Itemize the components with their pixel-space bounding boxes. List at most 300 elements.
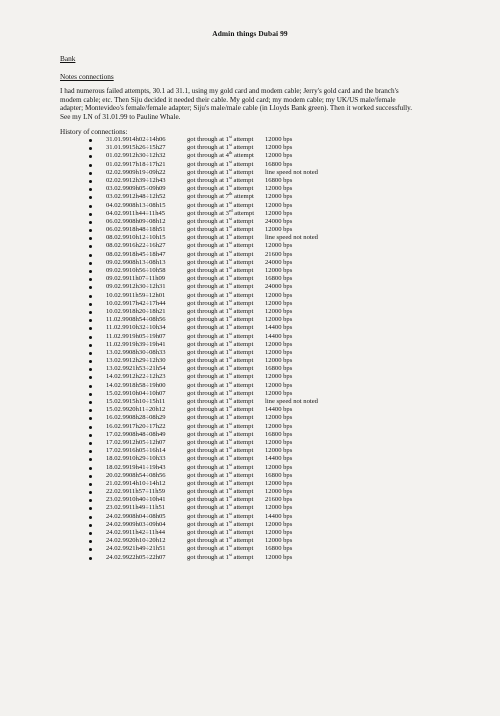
bullet-icon xyxy=(89,213,92,216)
connection-date: 09.02.99 xyxy=(106,275,130,283)
connection-speed: 12000 bps xyxy=(265,291,293,299)
bullet-icon xyxy=(89,164,92,167)
connection-date: 16.02.99 xyxy=(106,422,130,430)
connection-result: got through at 1st attempt xyxy=(187,379,254,389)
connection-speed: 12000 bps xyxy=(265,504,293,512)
connection-time: 08h09÷08h12 xyxy=(129,217,166,225)
bullet-icon xyxy=(89,376,92,379)
connection-date: 08.02.99 xyxy=(106,250,130,258)
connection-time: 08h04÷08h05 xyxy=(129,512,166,520)
ordinal-suffix: st xyxy=(228,379,232,385)
ordinal-suffix: st xyxy=(228,182,232,188)
connection-time: 20h11÷20h12 xyxy=(129,406,166,414)
bullet-icon xyxy=(89,139,92,142)
paragraph-line: See my LN of 31.01.99 to Pauline Whale. xyxy=(60,112,181,121)
ordinal-suffix: st xyxy=(228,494,232,500)
ordinal-suffix: st xyxy=(228,551,232,557)
bullet-icon xyxy=(89,426,92,429)
connection-speed: 12000 bps xyxy=(265,201,293,209)
bullet-icon xyxy=(89,188,92,191)
bullet-icon xyxy=(89,180,92,183)
section-bank-heading: Bank xyxy=(60,54,76,63)
connection-date: 11.02.99 xyxy=(106,332,129,340)
connection-date: 24.02.99 xyxy=(106,512,130,520)
bullet-icon xyxy=(89,278,92,281)
connection-date: 08.02.99 xyxy=(106,242,130,250)
connection-speed: line speed not noted xyxy=(265,168,318,176)
connection-date: 10.02.99 xyxy=(106,291,130,299)
connection-speed: 24000 bps xyxy=(265,217,293,225)
connection-time: 14h02÷14h06 xyxy=(129,136,166,143)
ordinal-suffix: st xyxy=(228,485,232,491)
connection-date: 02.02.99 xyxy=(106,176,130,184)
ordinal-suffix: st xyxy=(228,543,232,549)
ordinal-suffix: st xyxy=(228,297,232,303)
connection-speed: 12000 bps xyxy=(265,447,293,455)
connection-result: got through at 1st attempt xyxy=(187,232,254,242)
paragraph-line: modem cable; etc. Then Siju decided it needed their cable. My gold card; my modem cable; my UK/US male/female xyxy=(60,95,396,104)
ordinal-suffix: th xyxy=(228,191,233,197)
connection-speed: 12000 bps xyxy=(265,340,293,348)
connection-date: 13.02.99 xyxy=(106,365,130,373)
connection-speed: 24000 bps xyxy=(265,258,293,266)
connection-date: 11.02.99 xyxy=(106,340,129,348)
bullet-icon xyxy=(89,221,92,224)
connection-date: 13.02.99 xyxy=(106,357,130,365)
connection-time: 08h54÷08h56 xyxy=(129,471,166,479)
bullet-icon xyxy=(89,499,92,502)
history-label: History of connections: xyxy=(60,128,128,136)
bullet-icon xyxy=(89,507,92,510)
connection-date: 11.02.99 xyxy=(106,324,129,332)
connection-date: 14.02.99 xyxy=(106,373,130,381)
ordinal-suffix: st xyxy=(228,387,232,393)
connection-speed: 12000 bps xyxy=(265,529,293,536)
paragraph-line: adapter; Montevideo's female/female adapter; Siju's male/male cable (in Lloyds Bank green). Then it worked successfully. xyxy=(60,104,413,113)
ordinal-suffix: st xyxy=(228,404,232,409)
connection-result: got through at 1st attempt xyxy=(187,166,254,176)
connection-result: got through at 1st attempt xyxy=(187,354,254,365)
connection-result: got through at 1st attempt xyxy=(187,420,254,430)
connection-time: 09h05÷09h09 xyxy=(129,185,166,193)
connection-speed: 12000 bps xyxy=(265,226,293,234)
connection-speed: 12000 bps xyxy=(265,463,293,471)
connection-result: got through at 4th attempt xyxy=(187,150,254,160)
connection-speed: 12000 bps xyxy=(265,389,293,397)
bullet-icon xyxy=(89,344,92,347)
connection-date: 17.02.99 xyxy=(106,438,130,446)
ordinal-suffix: st xyxy=(228,526,232,532)
connection-result: got through at 1st attempt xyxy=(187,273,254,283)
bullet-icon xyxy=(89,237,92,240)
connection-result: got through at 1st attempt xyxy=(187,535,254,545)
connection-result: got through at 1st attempt xyxy=(187,453,254,463)
connection-result: got through at 1st attempt xyxy=(187,215,254,225)
connection-time: 18h58÷19h00 xyxy=(129,381,166,389)
connection-time: 17h20÷17h22 xyxy=(129,422,166,430)
bullet-icon xyxy=(89,295,92,298)
bullet-icon xyxy=(89,286,92,289)
connection-date: 17.02.99 xyxy=(106,430,130,438)
connection-time: 17h18÷17h21 xyxy=(129,160,166,168)
ordinal-suffix: st xyxy=(228,412,232,418)
connection-date: 09.02.99 xyxy=(106,283,130,291)
connection-speed: 21600 bps xyxy=(265,250,293,258)
bullet-icon xyxy=(89,532,92,535)
connection-result: got through at 1st attempt xyxy=(187,313,254,324)
connection-result: got through at 1st attempt xyxy=(187,543,254,553)
connection-time: 18h20÷18h21 xyxy=(129,307,166,315)
connection-time: 22h05÷22h07 xyxy=(129,553,166,561)
connection-date: 18.02.99 xyxy=(106,463,130,471)
connection-result: got through at 1st attempt xyxy=(187,281,254,291)
bullet-icon xyxy=(89,385,92,388)
connection-time: 12h48÷12h52 xyxy=(129,193,166,201)
ordinal-suffix: st xyxy=(228,395,232,401)
connection-result: got through at 7th attempt xyxy=(187,191,254,201)
connection-speed: 12000 bps xyxy=(265,373,293,381)
connection-date: 03.02.99 xyxy=(106,185,130,193)
bullet-icon xyxy=(89,254,92,257)
connection-time: 08h13÷08h13 xyxy=(129,258,166,266)
connection-date: 08.02.99 xyxy=(106,234,130,242)
connection-speed: 16800 bps xyxy=(265,430,293,438)
ordinal-suffix: st xyxy=(228,174,232,180)
bullet-icon xyxy=(89,417,92,420)
connection-time: 14h10÷14h12 xyxy=(129,479,166,487)
ordinal-suffix: st xyxy=(228,273,232,278)
connection-result: got through at 1st attempt xyxy=(187,502,254,512)
bullet-icon xyxy=(89,548,92,551)
connection-result: got through at 1st attempt xyxy=(187,264,254,274)
connection-date: 23.02.99 xyxy=(106,504,130,512)
ordinal-suffix: st xyxy=(228,166,232,172)
connection-result: got through at 1st attempt xyxy=(187,395,254,405)
ordinal-suffix: st xyxy=(228,305,232,311)
ordinal-suffix: st xyxy=(228,322,232,328)
section-notes-heading: Notes connections xyxy=(60,72,114,81)
ordinal-suffix: st xyxy=(228,444,232,450)
bullet-icon xyxy=(89,262,92,265)
connection-time: 12h29÷12h30 xyxy=(129,357,166,365)
ordinal-suffix: st xyxy=(228,535,232,540)
bullet-icon xyxy=(89,401,92,404)
connection-time: 11h57÷11h59 xyxy=(129,488,166,496)
connection-speed: line speed not noted xyxy=(265,234,318,242)
bullet-icon xyxy=(89,303,92,306)
ordinal-suffix: st xyxy=(228,289,232,295)
connection-speed: 16800 bps xyxy=(265,545,293,553)
connection-time: 21h49÷21h51 xyxy=(129,545,166,553)
connection-speed: 16800 bps xyxy=(265,471,293,479)
connection-date: 24.02.99 xyxy=(106,520,130,528)
bullet-icon xyxy=(89,336,92,339)
connection-speed: 12000 bps xyxy=(265,553,293,561)
connection-time: 20h10÷20h12 xyxy=(129,537,166,545)
connection-time: 12h39÷12h43 xyxy=(129,176,166,184)
connection-date: 31.01.99 xyxy=(106,136,130,143)
connection-result: got through at 1st attempt xyxy=(187,428,254,438)
bullet-icon xyxy=(89,360,92,363)
page-title: Admin things Dubai 99 xyxy=(212,29,288,38)
bullet-icon xyxy=(89,458,92,461)
ordinal-suffix: st xyxy=(228,248,232,254)
ordinal-suffix: st xyxy=(228,371,232,377)
connection-result: got through at 1st attempt xyxy=(187,387,254,397)
bullet-icon xyxy=(89,352,92,355)
connection-time: 10h04÷10h07 xyxy=(129,389,166,397)
connection-result: got through at 1st attempt xyxy=(187,412,254,422)
connection-date: 06.02.99 xyxy=(106,217,130,225)
connection-speed: 12000 bps xyxy=(265,422,293,430)
ordinal-suffix: st xyxy=(228,477,232,483)
connection-result: got through at 1st attempt xyxy=(187,256,254,266)
connection-speed: 12000 bps xyxy=(265,537,293,545)
connection-date: 24.02.99 xyxy=(106,553,130,561)
connection-date: 11.02.99 xyxy=(106,316,129,324)
ordinal-suffix: st xyxy=(228,436,232,442)
connection-speed: 14400 bps xyxy=(265,406,293,414)
connection-time: 09h19÷09h22 xyxy=(129,168,166,176)
connection-speed: 16800 bps xyxy=(265,160,293,168)
ordinal-suffix: st xyxy=(228,502,232,508)
bullet-icon xyxy=(89,475,92,478)
bullet-icon xyxy=(89,205,92,208)
connection-speed: 16800 bps xyxy=(265,275,293,283)
connection-date: 22.02.99 xyxy=(106,488,130,496)
ordinal-suffix: st xyxy=(228,461,232,467)
connection-result: got through at 1st attempt xyxy=(187,494,254,504)
connection-speed: 12000 bps xyxy=(265,381,293,389)
connection-time: 11h07÷11h09 xyxy=(129,275,166,283)
connection-speed: line speed not noted xyxy=(265,398,318,405)
connection-result: got through at 1st attempt xyxy=(187,158,254,168)
bullet-icon xyxy=(89,155,92,158)
connection-time: 16h05÷16h14 xyxy=(129,447,166,455)
connection-time: 19h41÷19h43 xyxy=(129,463,166,471)
ordinal-suffix: st xyxy=(228,518,232,524)
connection-time: 11h42÷11h44 xyxy=(129,529,166,536)
connection-time: 18h48÷18h51 xyxy=(129,226,166,234)
ordinal-suffix: st xyxy=(228,363,232,369)
connection-speed: 12000 bps xyxy=(265,267,293,274)
ordinal-suffix: st xyxy=(228,428,232,434)
connection-result: got through at 1st attempt xyxy=(187,551,254,561)
connection-speed: 14400 bps xyxy=(265,512,293,520)
connection-speed: 12000 bps xyxy=(265,520,293,528)
connection-date: 15.02.99 xyxy=(106,406,130,414)
connection-date: 09.02.99 xyxy=(106,267,130,274)
connection-result: got through at 1st attempt xyxy=(187,305,254,315)
connection-date: 04.02.99 xyxy=(106,201,130,209)
bullet-icon xyxy=(89,434,92,437)
connection-result: got through at 1st attempt xyxy=(187,436,254,446)
connection-time: 11h59÷12h01 xyxy=(129,291,166,299)
connection-time: 09h03÷09h04 xyxy=(129,520,166,528)
connection-speed: 12000 bps xyxy=(265,242,293,250)
connection-result: got through at 1st attempt xyxy=(187,477,254,487)
bullet-icon xyxy=(89,270,92,273)
bullet-icon xyxy=(89,516,92,519)
bullet-icon xyxy=(89,147,92,150)
ordinal-suffix: st xyxy=(228,469,232,475)
connection-speed: 12000 bps xyxy=(265,136,293,143)
connection-result: got through at 1st attempt xyxy=(187,248,254,258)
connection-date: 10.02.99 xyxy=(106,299,130,307)
connection-date: 13.02.99 xyxy=(106,348,130,356)
bullet-icon xyxy=(89,467,92,470)
connection-time: 19h05÷19h07 xyxy=(129,332,166,340)
bullet-icon xyxy=(89,483,92,486)
connection-speed: 12000 bps xyxy=(265,316,293,324)
ordinal-suffix: st xyxy=(228,281,232,287)
connection-time: 10h12÷10h15 xyxy=(129,234,166,242)
connection-result: got through at 1st attempt xyxy=(187,174,254,184)
connection-speed: 14400 bps xyxy=(265,332,293,340)
connection-time: 19h39÷19h41 xyxy=(129,340,166,348)
connection-date: 10.02.99 xyxy=(106,307,130,315)
connection-result: got through at 1st attempt xyxy=(187,371,254,381)
connection-result: got through at 1st attempt xyxy=(187,485,254,496)
connection-time: 12h30÷12h31 xyxy=(129,283,166,291)
bullet-icon xyxy=(89,172,92,175)
connection-speed: 12000 bps xyxy=(265,414,293,422)
ordinal-suffix: st xyxy=(228,453,232,459)
bullet-icon xyxy=(89,524,92,527)
connection-date: 24.02.99 xyxy=(106,545,130,553)
connection-time: 12h30÷12h32 xyxy=(129,152,166,160)
ordinal-suffix: rd xyxy=(228,207,233,213)
connection-speed: 12000 bps xyxy=(265,479,293,487)
connection-result: got through at 1st attempt xyxy=(187,322,254,332)
connection-date: 16.02.99 xyxy=(106,414,130,422)
connection-time: 15h10÷15h11 xyxy=(129,398,166,405)
connection-speed: 12000 bps xyxy=(265,193,293,201)
ordinal-suffix: st xyxy=(228,133,232,139)
connection-time: 16h22÷16h27 xyxy=(129,242,166,250)
connection-date: 18.02.99 xyxy=(106,455,130,463)
connection-speed: 12000 bps xyxy=(265,348,293,356)
connection-result: got through at 1st attempt xyxy=(187,461,254,471)
connection-date: 01.02.99 xyxy=(106,152,130,160)
bullet-icon xyxy=(89,442,92,445)
connection-time: 15h26÷15h27 xyxy=(129,144,166,152)
ordinal-suffix: st xyxy=(228,510,232,516)
ordinal-suffix: st xyxy=(228,232,232,238)
connection-time: 08h48÷08h49 xyxy=(129,430,166,438)
connection-date: 06.02.99 xyxy=(106,226,130,234)
connection-time: 12h22÷12h23 xyxy=(129,373,166,381)
ordinal-suffix: st xyxy=(228,264,232,270)
connection-speed: 12000 bps xyxy=(265,307,293,315)
bullet-icon xyxy=(89,557,92,560)
bullet-icon xyxy=(89,540,92,543)
connection-result: got through at 1st attempt xyxy=(187,223,254,234)
connection-result: got through at 1st attempt xyxy=(187,510,254,520)
connection-time: 08h13÷08h15 xyxy=(129,201,166,209)
bullet-icon xyxy=(89,245,92,248)
connection-time: 12h05÷12h07 xyxy=(129,438,166,446)
connection-speed: 12000 bps xyxy=(265,144,293,152)
ordinal-suffix: st xyxy=(228,313,232,319)
connection-result: got through at 1st attempt xyxy=(187,444,254,455)
ordinal-suffix: st xyxy=(228,142,232,147)
connection-date: 23.02.99 xyxy=(106,496,130,504)
connection-time: 11h49÷11h51 xyxy=(129,504,166,512)
connection-date: 15.02.99 xyxy=(106,398,130,405)
bullet-icon xyxy=(89,229,92,232)
connection-time: 10h40÷10h41 xyxy=(129,496,166,504)
connection-time: 17h42÷17h44 xyxy=(129,299,166,307)
connection-date: 24.02.99 xyxy=(106,529,130,536)
connection-result: got through at 1st attempt xyxy=(187,526,254,536)
connection-time: 08h54÷08h56 xyxy=(129,316,166,324)
bullet-icon xyxy=(89,450,92,453)
connection-speed: 12000 bps xyxy=(265,488,293,496)
ordinal-suffix: st xyxy=(228,158,232,164)
ordinal-suffix: st xyxy=(228,338,232,344)
bullet-icon xyxy=(89,196,92,199)
connection-result: got through at 1st attempt xyxy=(187,199,254,209)
connection-speed: 16800 bps xyxy=(265,365,293,373)
connection-speed: 12000 bps xyxy=(265,438,293,446)
connection-date: 15.02.99 xyxy=(106,389,130,397)
bullet-icon xyxy=(89,311,92,314)
connection-speed: 14400 bps xyxy=(265,455,293,463)
ordinal-suffix: st xyxy=(228,256,232,262)
connection-time: 10h29÷10h33 xyxy=(129,455,166,463)
bullet-icon xyxy=(89,393,92,396)
connection-speed: 12000 bps xyxy=(265,299,293,307)
connection-result: got through at 1st attempt xyxy=(187,338,254,348)
connection-result: got through at 1st attempt xyxy=(187,142,254,152)
ordinal-suffix: st xyxy=(228,420,232,426)
connection-date: 20.02.99 xyxy=(106,471,130,479)
connection-result: got through at 1st attempt xyxy=(187,240,254,250)
connection-result: got through at 1st attempt xyxy=(187,289,254,299)
connection-result: got through at 1st attempt xyxy=(187,518,254,528)
connection-speed: 21600 bps xyxy=(265,496,293,504)
bullet-icon xyxy=(89,327,92,330)
connection-result: got through at 1st attempt xyxy=(187,469,254,479)
ordinal-suffix: st xyxy=(228,346,232,352)
connection-date: 31.01.99 xyxy=(106,144,130,152)
connection-time: 10h56÷10h58 xyxy=(129,267,166,274)
ordinal-suffix: st xyxy=(228,240,232,246)
connection-date: 04.02.99 xyxy=(106,209,130,217)
ordinal-suffix: st xyxy=(228,199,232,205)
connection-speed: 14400 bps xyxy=(265,324,293,332)
paragraph-line: I had numerous failed attempts, 30.1 ad 31.1, using my gold card and modem cable; Jerry's gold card and the branch's xyxy=(60,87,399,95)
connection-date: 03.02.99 xyxy=(106,193,130,201)
connection-time: 08h30÷08h33 xyxy=(129,348,166,356)
connection-time: 08h28÷08h29 xyxy=(129,414,166,422)
connection-time: 21h53÷21h54 xyxy=(129,365,166,373)
connection-date: 21.02.99 xyxy=(106,479,130,487)
connection-date: 17.02.99 xyxy=(106,447,130,455)
connection-date: 24.02.99 xyxy=(106,537,130,545)
connection-time: 11h44÷11h45 xyxy=(129,209,166,217)
connection-date: 09.02.99 xyxy=(106,258,130,266)
connection-time: 10h32÷10h34 xyxy=(129,324,166,332)
connection-speed: 12000 bps xyxy=(265,209,293,217)
connection-result: got through at 3rd attempt xyxy=(187,207,255,217)
bullet-icon xyxy=(89,409,92,412)
connection-date: 14.02.99 xyxy=(106,381,130,389)
notes-paragraph xyxy=(60,87,460,121)
connection-speed: 24000 bps xyxy=(265,283,293,291)
connection-result: got through at 1st attempt xyxy=(187,404,254,414)
